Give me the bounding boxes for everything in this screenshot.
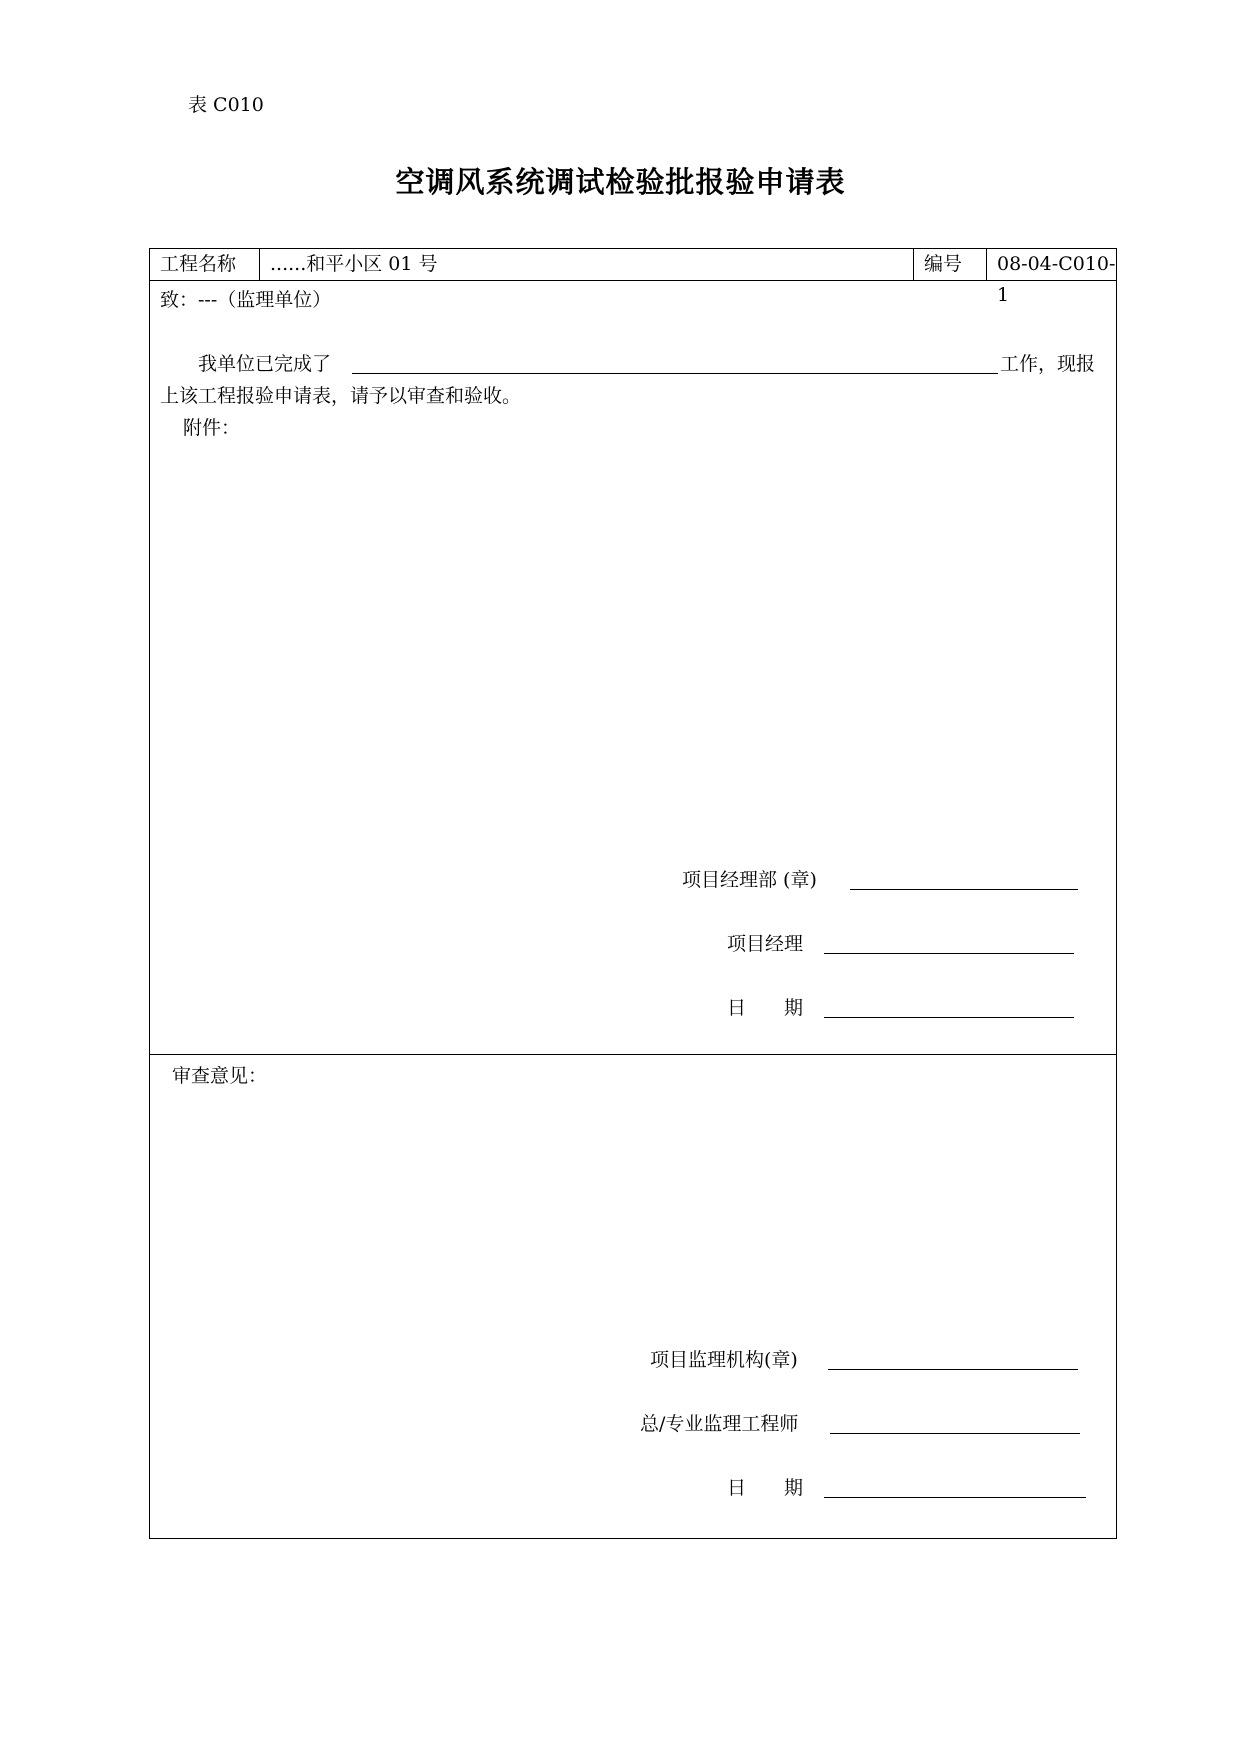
project-manager-label: 项目经理 [727,933,804,955]
recipient-line: 致：---（监理单位） [160,289,332,311]
review-date-label: 日 期 [727,1477,804,1499]
completed-work-field[interactable] [352,373,998,374]
project-name-label: 工程名称 [150,249,260,280]
form-table [149,248,1117,1539]
project-dept-stamp-label: 项目经理部 (章) [682,869,817,891]
supervising-engineer-label: 总/专业监理工程师 [640,1413,799,1435]
form-title: 空调风系统调试检验批报验申请表 [395,165,846,199]
application-section [150,281,1116,1055]
project-name-value[interactable]: ......和平小区 01 号 [260,249,914,280]
completed-work-suffix: 工作，现报 [1000,353,1096,375]
number-value[interactable]: 08-04-C010-1 [997,253,1116,306]
supervising-engineer-field[interactable] [830,1433,1080,1434]
review-opinion-label: 审查意见： [172,1065,268,1087]
form-code: 表 C010 [188,94,264,116]
supervision-org-stamp-field[interactable] [828,1369,1078,1370]
project-dept-stamp-field[interactable] [850,889,1078,890]
review-section [150,1055,1116,1538]
project-manager-field[interactable] [824,953,1074,954]
attachment-label: 附件： [183,417,241,439]
application-date-field[interactable] [824,1017,1074,1018]
supervision-org-stamp-label: 项目监理机构(章) [650,1349,798,1371]
request-text-line: 上该工程报验申请表，请予以审查和验收。 [160,385,522,407]
completed-work-prefix: 我单位已完成了 [198,353,332,375]
review-date-field[interactable] [824,1497,1086,1498]
application-date-label: 日 期 [727,997,804,1019]
number-label: 编号 [914,249,987,280]
